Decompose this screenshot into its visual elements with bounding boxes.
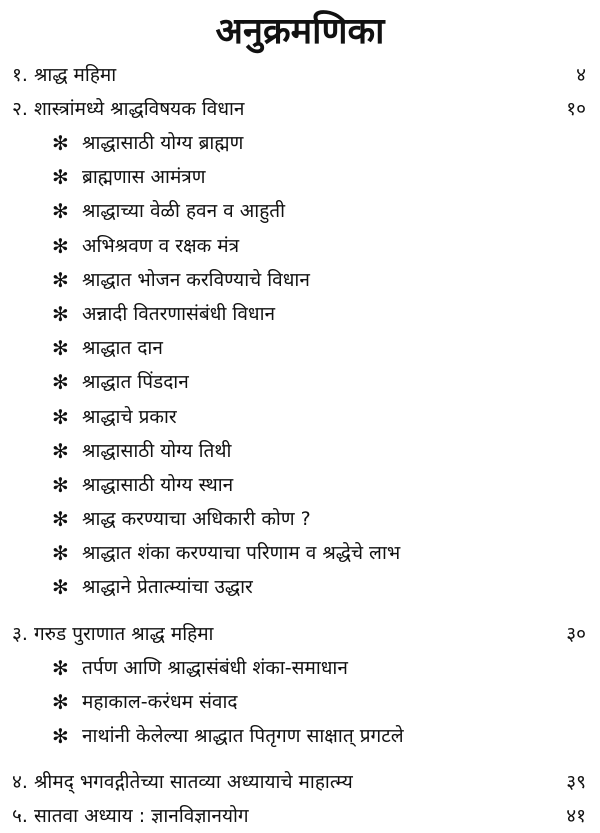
asterisk-flower-icon: ✻ (52, 689, 69, 714)
asterisk-flower-icon: ✻ (52, 131, 69, 155)
asterisk-flower-icon: ✻ (52, 541, 69, 566)
toc-chapter-1[interactable] (0, 58, 600, 92)
subitem-label: अभिश्रवण व रक्षक मंत्र (82, 234, 240, 257)
toc-subitem[interactable] (0, 365, 600, 399)
toc-subitem[interactable] (0, 126, 600, 160)
asterisk-flower-icon: ✻ (52, 438, 69, 463)
toc-subitem[interactable] (0, 297, 600, 331)
table-of-contents (0, 58, 600, 833)
toc-subitem[interactable] (0, 160, 600, 194)
asterisk-flower-icon: ✻ (52, 267, 69, 292)
subitem-label: श्राद्धात भोजन करविण्याचे विधान (82, 268, 310, 291)
subitem-label: नाथांनी केलेल्या श्राद्धात पितृगण साक्षात् प्रगटले (82, 725, 404, 747)
section-gap (0, 753, 600, 765)
toc-chapter-4[interactable] (0, 765, 600, 799)
toc-subitem[interactable] (0, 685, 600, 719)
asterisk-flower-icon: ✻ (52, 507, 69, 532)
chapter-label: १. श्राद्ध महिमा (12, 64, 117, 86)
chapter-page-number: ४१ (566, 805, 586, 828)
subitem-label: श्राद्धाने प्रेतात्म्यांचा उद्धार (82, 576, 253, 599)
section-gap (0, 605, 600, 617)
subitem-label: महाकाल-करंधम संवाद (82, 690, 238, 713)
subitem-label: तर्पण आणि श्राद्धासंबंधी शंका-समाधान (82, 656, 348, 679)
subitem-label: श्राद्धात दान (82, 337, 163, 360)
toc-subitem[interactable] (0, 229, 600, 263)
subitem-label: श्राद्धाचे प्रकार (82, 405, 177, 428)
subitem-label: श्राद्धासाठी योग्य स्थान (82, 473, 234, 496)
chapter-label: ४. श्रीमद् भगवद्गीतेच्या सातव्या अध्यायाचे माहात्म्य (12, 771, 353, 794)
toc-subitem[interactable] (0, 719, 600, 753)
toc-subitem[interactable] (0, 536, 600, 570)
asterisk-flower-icon: ✻ (52, 301, 69, 326)
subitem-label: श्राद्धासाठी योग्य तिथी (82, 439, 232, 462)
chapter-2-subitems (0, 126, 600, 605)
chapter-page-number: १० (566, 98, 586, 120)
toc-subitem[interactable] (0, 194, 600, 228)
subitem-label: श्राद्धात शंका करण्याचा परिणाम व श्रद्धेचे लाभ (82, 542, 401, 565)
asterisk-flower-icon: ✻ (52, 336, 69, 361)
subitem-label: श्राद्धाच्या वेळी हवन व आहुती (82, 200, 286, 223)
chapter-page-number: ४ (576, 64, 586, 86)
subitem-label: श्राद्धासाठी योग्य ब्राह्मण (82, 132, 244, 154)
chapter-label: २. शास्त्रांमध्ये श्राद्धविषयक विधान (12, 98, 245, 120)
chapter-3-subitems (0, 651, 600, 754)
page-title: अनुक्रमणिका (215, 10, 385, 52)
subitem-label: अन्नादी वितरणासंबंधी विधान (82, 302, 276, 325)
toc-chapter-2[interactable] (0, 92, 600, 126)
toc-subitem[interactable] (0, 570, 600, 604)
subitem-label: श्राद्धात पिंडदान (82, 371, 189, 394)
asterisk-flower-icon: ✻ (52, 199, 69, 224)
toc-subitem[interactable] (0, 651, 600, 685)
toc-chapter-3[interactable] (0, 617, 600, 651)
chapter-page-number: ३९ (566, 771, 586, 794)
asterisk-flower-icon: ✻ (52, 233, 69, 258)
chapter-page-number: ३० (566, 622, 586, 645)
asterisk-flower-icon: ✻ (52, 655, 69, 680)
chapter-label: ३. गरुड पुराणात श्राद्ध महिमा (12, 622, 214, 645)
asterisk-flower-icon: ✻ (52, 472, 69, 497)
toc-subitem[interactable] (0, 502, 600, 536)
asterisk-flower-icon: ✻ (52, 370, 69, 395)
chapter-label: ५. सातवा अध्याय : ज्ञानविज्ञानयोग (12, 805, 249, 828)
toc-subitem[interactable] (0, 331, 600, 365)
asterisk-flower-icon: ✻ (52, 575, 69, 600)
toc-subitem[interactable] (0, 468, 600, 502)
subitem-label: ब्राह्मणास आमंत्रण (82, 166, 206, 189)
toc-subitem[interactable] (0, 263, 600, 297)
toc-chapter-5[interactable] (0, 799, 600, 833)
asterisk-flower-icon: ✻ (52, 724, 69, 748)
asterisk-flower-icon: ✻ (52, 404, 69, 429)
toc-subitem[interactable] (0, 434, 600, 468)
subitem-label: श्राद्ध करण्याचा अधिकारी कोण ? (82, 508, 311, 531)
toc-subitem[interactable] (0, 400, 600, 434)
asterisk-flower-icon: ✻ (52, 165, 69, 190)
